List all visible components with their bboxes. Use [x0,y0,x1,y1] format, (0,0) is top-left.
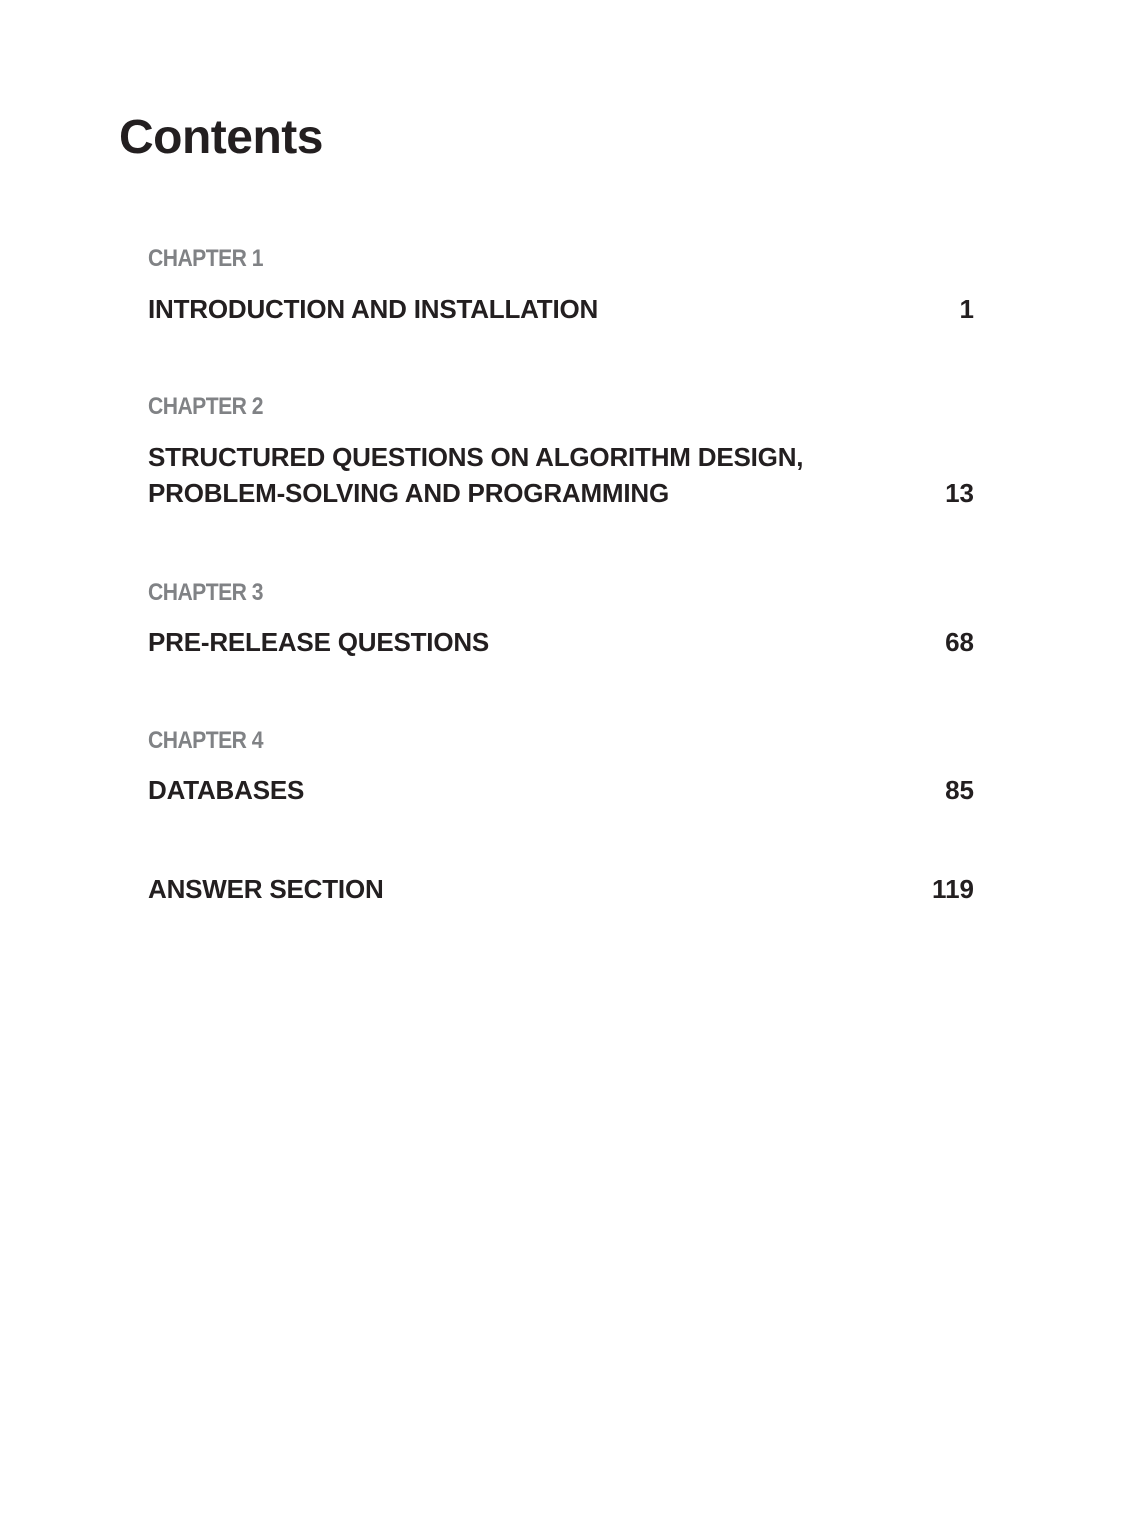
toc-entry-page-number: 13 [945,478,974,508]
page-title: Contents [119,111,323,164]
toc-entry-title: ANSWER SECTION [148,874,384,904]
chapter-3-label: CHAPTER 3 [148,579,263,606]
toc-entry-title: PRE-RELEASE QUESTIONS [148,627,490,657]
chapter-2-label: CHAPTER 2 [148,393,263,420]
toc-entry-title: INTRODUCTION AND INSTALLATION [148,294,599,324]
toc-entry-page-number: 119 [932,874,974,904]
toc-entry-title-line-2: PROBLEM-SOLVING AND PROGRAMMING [148,478,670,508]
toc-entry-title-line-1: STRUCTURED QUESTIONS ON ALGORITHM DESIGN, [148,442,804,472]
toc-entry-chapter-3[interactable] [148,624,974,660]
toc-entry-chapter-2[interactable] [148,439,974,511]
toc-entry-chapter-1[interactable] [148,291,974,327]
toc-entry-page-number: 68 [945,627,974,657]
toc-entry-page-number: 1 [959,294,974,324]
chapter-4-label: CHAPTER 4 [148,727,263,754]
toc-entry-answer-section[interactable] [148,871,974,907]
toc-entry-chapter-4[interactable] [148,772,974,808]
toc-entry-page-number: 85 [945,775,974,805]
toc-entry-title: DATABASES [148,775,305,805]
chapter-1-label: CHAPTER 1 [148,245,263,272]
